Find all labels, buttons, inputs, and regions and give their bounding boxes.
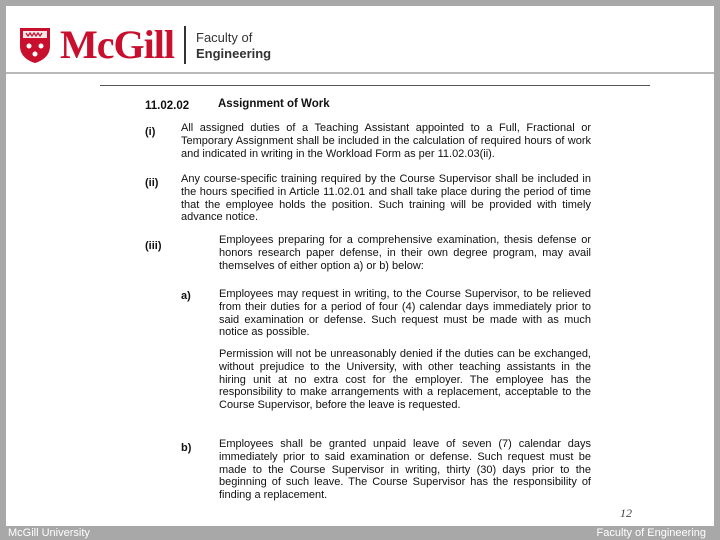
item-text: Any course-specific training required by the Course Supervisor shall be included in the hours specified in Article 11.02.01 and shall take place during the period of time that the employee holds the position. Such training will be provided with timely advance notice. [181, 173, 591, 224]
section-title: Assignment of Work [218, 98, 330, 110]
footer-university: McGill University [8, 527, 90, 539]
sub-item-label: b) [181, 442, 192, 454]
footer-faculty: Faculty of Engineering [596, 527, 706, 539]
faculty-label [196, 30, 271, 62]
document-top-rule [100, 85, 650, 86]
item-text: All assigned duties of a Teaching Assistant appointed to a Full, Fractional or Temporary Assignment shall be included in the calculation of required hours of work and indicated in writing in the Workload Form as per 11.02.03(ii). [181, 122, 591, 160]
sub-item-label: a) [181, 290, 191, 302]
mcgill-logo-text: McGill [60, 22, 174, 67]
sub-item-text: Employees shall be granted unpaid leave of seven (7) calendar days immediately prior to said examination or defense. Such request must be made to the Course Supervisor in writing, thirty (30) days prior to the beginning of such leave. The Course Supervisor has the responsibility of finding a replacement. [219, 438, 591, 502]
item-label: (iii) [145, 240, 162, 252]
item-text: Employees preparing for a comprehensive examination, thesis defense or honors research paper defense, in their own degree program, may avail themselves of either option a) or b) below: [219, 234, 591, 272]
page-number: 12 [620, 506, 632, 520]
header-rule [6, 72, 714, 74]
item-label: (i) [145, 126, 156, 138]
sub-item-text: Employees may request in writing, to the Course Supervisor, to be relieved from their duties for a period of four (4) calendar days immediately prior to said examination or defense. Such request must be made with as much notice as possible. [219, 288, 591, 339]
faculty-line-2: Engineering [196, 46, 272, 61]
item-label: (ii) [145, 177, 159, 189]
header [6, 6, 714, 74]
footer-bar [0, 526, 720, 540]
scanned-document [100, 84, 650, 516]
section-number: 11.02.02 [145, 100, 190, 112]
sub-item-text: Permission will not be unreasonably denied if the duties can be exchanged, without prejudice to the University, with other teaching assistants in the hiring unit at no extra cost for the employer. The employee has the responsibility to make arrangements with a replacement, acceptable to the Course Supervisor, before the leave is requested. [219, 348, 591, 412]
mcgill-crest-icon [18, 26, 52, 64]
header-divider [184, 26, 186, 64]
faculty-line-1: Faculty of [196, 30, 253, 45]
